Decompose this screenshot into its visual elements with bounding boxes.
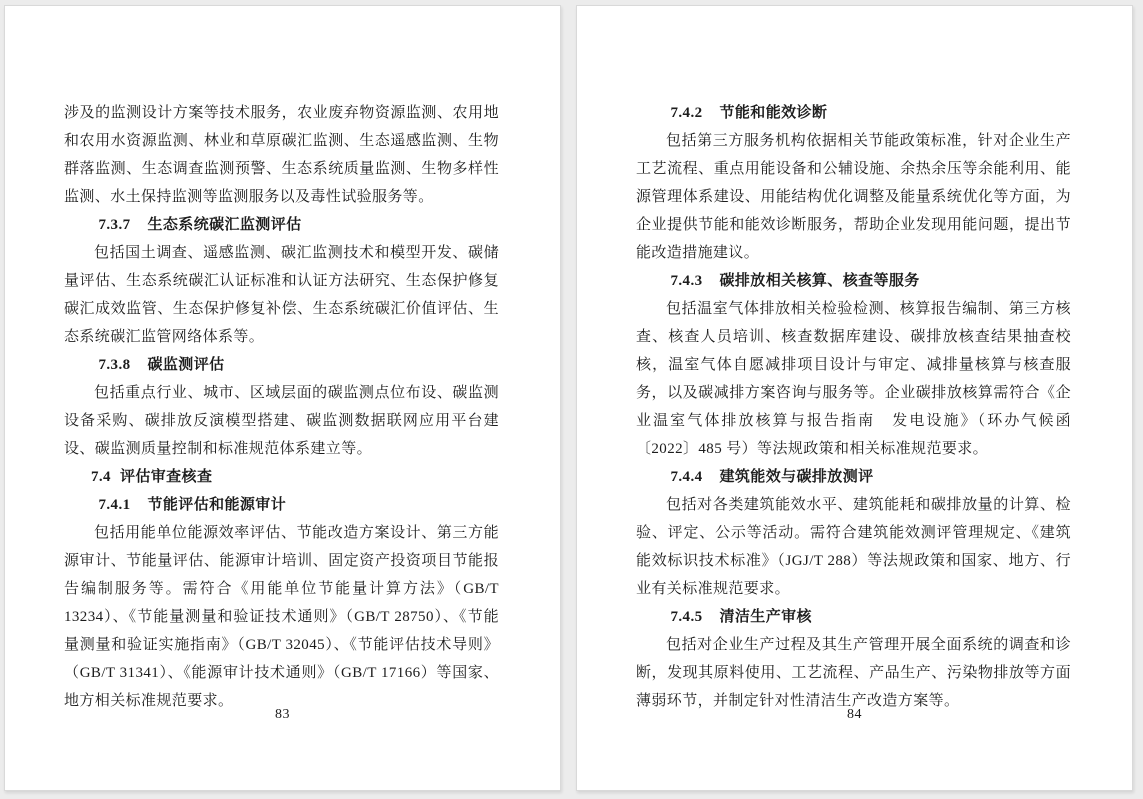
section-title: 节能和能效诊断 xyxy=(719,105,828,121)
paragraph: 包括重点行业、城市、区域层面的碳监测点位布设、碳监测设备采购、碳排放反演模型搭建、碳监测数据联网应用平台建设、碳监测质量控制和标准规范体系建立等。 xyxy=(64,385,499,457)
section-number: 7.4.5 xyxy=(670,609,703,625)
paragraph: 包括温室气体排放相关检验检测、核算报告编制、第三方核查、核查人员培训、核查数据库建设、碳排放核查结果抽查校核，温室气体自愿减排项目设计与审定、减排量核算与核查服务，以及碳减排方案咨询与服务等。企业碳排放核算需符合《企业温室气体排放核算与报告指南 发电设施》（环办气候函〔2022〕485 号）等法规政策和相关标准规范要求。 xyxy=(636,301,1071,457)
paragraph: 包括用能单位能源效率评估、节能改造方案设计、第三方能源审计、节能量评估、能源审计培训、固定资产投资项目节能报告编制服务等。需符合《用能单位节能量计算方法》（GB/T 13234）、《节能量测量和验证技术通则》（GB/T 28750）、《节能量测量和验证实施指南》（GB/T 32045）、《节能评估技术导则》（GB/T 31341）、《能源审计技术通则》（GB/T 17166）等国家、地方相关标准规范要求。 xyxy=(64,525,499,709)
page-number: 83 xyxy=(275,707,290,722)
section-heading-7-4-5 xyxy=(636,603,1071,631)
document-spread xyxy=(4,5,1133,791)
section-heading-7-4 xyxy=(64,463,499,491)
section-title: 生态系统碳汇监测评估 xyxy=(147,217,302,233)
section-heading-7-4-3 xyxy=(636,267,1071,295)
section-heading-7-3-7 xyxy=(64,211,499,239)
section-title: 清洁生产审核 xyxy=(719,609,812,625)
paragraph: 包括对企业生产过程及其生产管理开展全面系统的调查和诊断，发现其原料使用、工艺流程、产品生产、污染物排放等方面薄弱环节，并制定针对性清洁生产改造方案等。 xyxy=(636,637,1071,709)
section-title: 建筑能效与碳排放测评 xyxy=(719,469,874,485)
paragraph: 包括第三方服务机构依据相关节能政策标准，针对企业生产工艺流程、重点用能设备和公辅设施、余热余压等余能利用、能源管理体系建设、用能结构优化调整及能量系统优化等方面，为企业提供节能和能效诊断服务，帮助企业发现用能问题，提出节能改造措施建议。 xyxy=(636,133,1071,261)
section-title: 碳监测评估 xyxy=(147,357,225,373)
section-number: 7.4 xyxy=(91,469,111,485)
section-heading-7-3-8 xyxy=(64,351,499,379)
section-title: 碳排放相关核算、核查等服务 xyxy=(719,273,920,289)
paragraph: 涉及的监测设计方案等技术服务，农业废弃物资源监测、农用地和农用水资源监测、林业和草原碳汇监测、生态遥感监测、生物群落监测、生态调查监测预警、生态系统质量监测、生物多样性监测、水土保持监测等监测服务以及毒性试验服务等。 xyxy=(64,105,499,205)
page-number: 84 xyxy=(847,707,862,722)
section-number: 7.4.2 xyxy=(670,105,703,121)
paragraph: 包括国土调查、遥感监测、碳汇监测技术和模型开发、碳储量评估、生态系统碳汇认证标准和认证方法研究、生态保护修复碳汇成效监管、生态保护修复补偿、生态系统碳汇价值评估、生态系统碳汇监管网络体系等。 xyxy=(64,245,499,345)
section-number: 7.4.1 xyxy=(98,497,131,513)
section-heading-7-4-4 xyxy=(636,463,1071,491)
section-number: 7.4.4 xyxy=(670,469,703,485)
section-number: 7.3.7 xyxy=(98,217,131,233)
paragraph: 包括对各类建筑能效水平、建筑能耗和碳排放量的计算、检验、评定、公示等活动。需符合建筑能效测评管理规定、《建筑能效标识技术标准》（JGJ/T 288）等法规政策和国家、地方、行业有关标准规范要求。 xyxy=(636,497,1071,597)
section-heading-7-4-2 xyxy=(636,99,1071,127)
section-number: 7.4.3 xyxy=(670,273,703,289)
section-title: 评估审查核查 xyxy=(119,469,213,485)
section-heading-7-4-1 xyxy=(64,491,499,519)
page-84 xyxy=(576,5,1133,791)
section-number: 7.3.8 xyxy=(98,357,131,373)
page-83 xyxy=(4,5,561,791)
section-title: 节能评估和能源审计 xyxy=(147,497,287,513)
